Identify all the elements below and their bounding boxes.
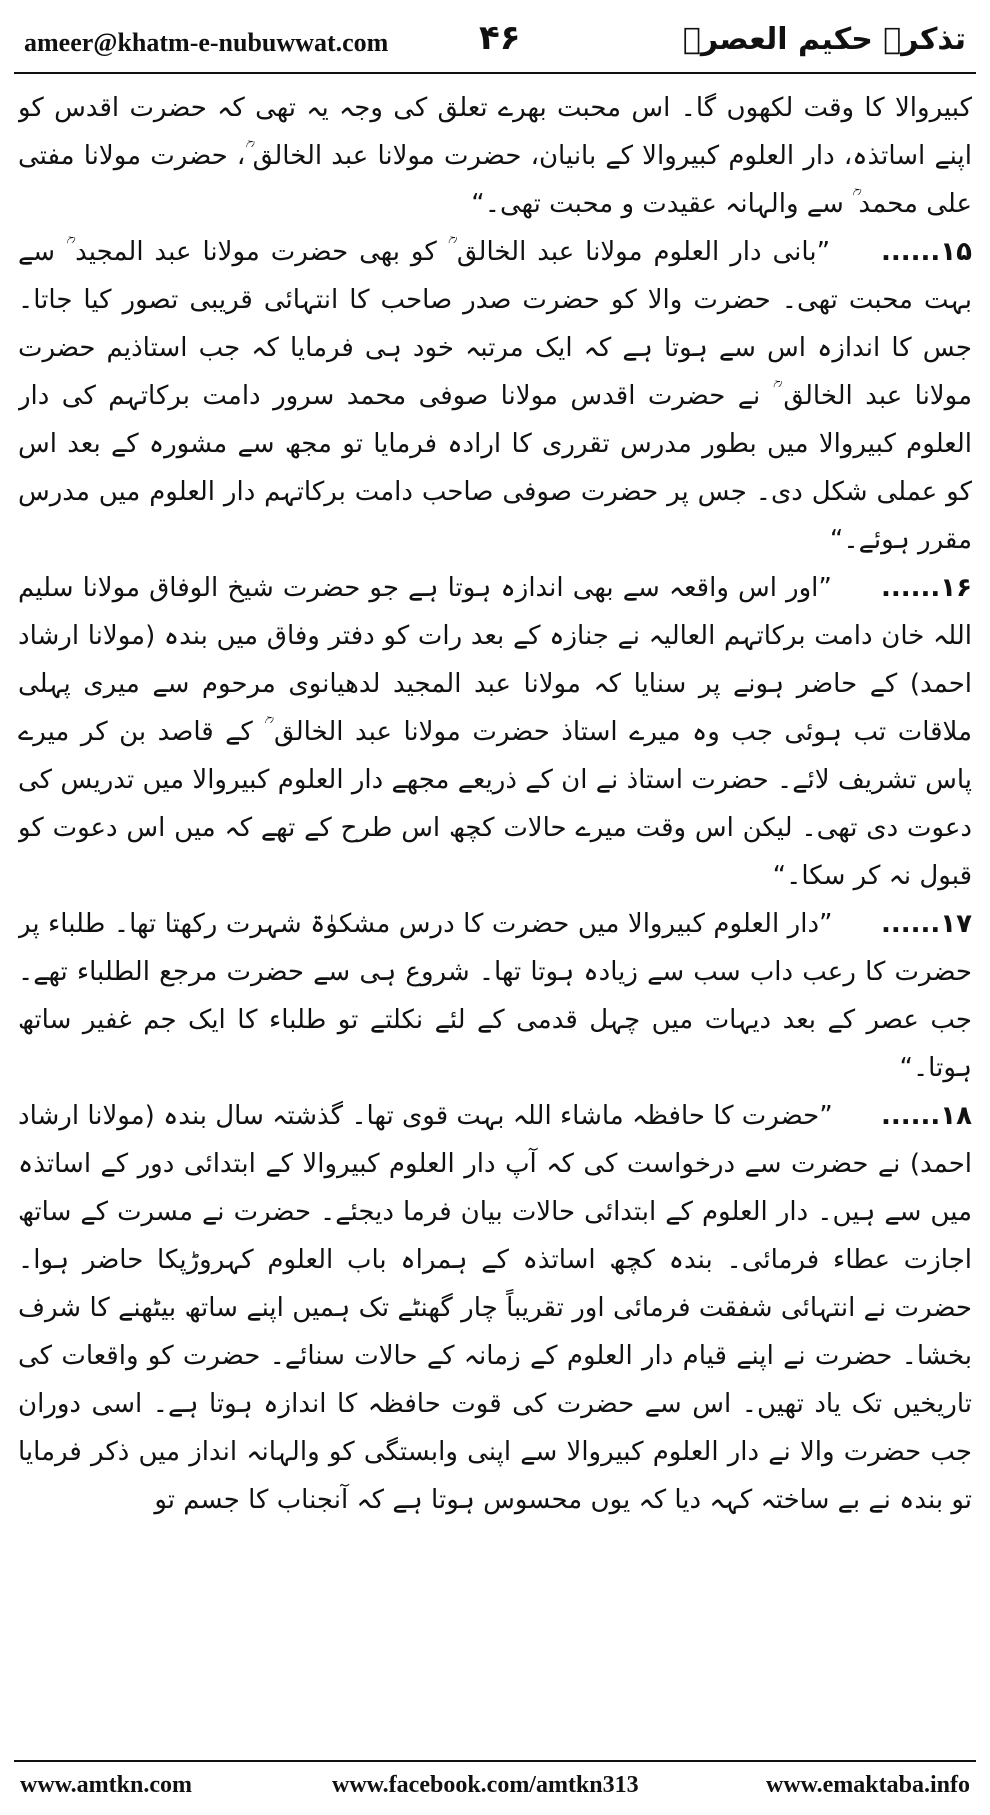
footer-divider (14, 1760, 976, 1762)
paragraph (18, 564, 972, 900)
paragraph-text: ”دار العلوم کبیروالا میں حضرت کا درس مشکوٰۃ شہرت رکھتا تھا۔ طلباء پر حضرت کا رعب داب سب سے زیادہ ہوتا تھا۔ شروع ہی سے حضرت مرجع الطلباء تھے۔ جب عصر کے بعد دیہات میں چہل قدمی کے لئے نکلتے تو طلباء کا ایک جم غفیر ساتھ ہوتا۔“ (18, 909, 972, 1083)
page-number: ۴۶ (479, 18, 521, 58)
paragraph-number: ۱۵...... (880, 237, 972, 267)
paragraph-text: ”بانی دار العلوم مولانا عبد الخالق ؒ کو بھی حضرت مولانا عبد المجید ؒ سے بہت محبت تھی۔ حضرت والا کو حضرت صدر صاحب کا انتہائی قریبی تصور کیا جاتا۔ جس کا اندازہ اس سے ہوتا ہے کہ ایک مرتبہ خود ہی فرمایا کہ جب استاذیم حضرت مولانا عبد الخالق ؒ نے حضرت اقدس مولانا صوفی محمد سرور دامت برکاتہم کی دار العلوم کبیروالا میں بطور مدرس تقرری کا ارادہ فرمایا تو مجھ سے مشورہ کے بعد اس کو عملی شکل دی۔ جس پر حضرت صوفی صاحب دامت برکاتہم دار العلوم میں مدرس مقرر ہوئے۔“ (18, 237, 972, 555)
footer-link-amtkn[interactable]: www.amtkn.com (20, 1772, 192, 1798)
paragraph-number: ۱۶...... (881, 573, 972, 603)
paragraph-number: ۱۸...... (880, 1101, 972, 1131)
paragraph (18, 228, 972, 564)
paragraph-number: ۱۷...... (880, 909, 972, 939)
paragraph (18, 900, 972, 1092)
footer-link-facebook[interactable]: www.facebook.com/amtkn313 (332, 1772, 639, 1798)
paragraph (18, 1092, 972, 1524)
paragraph-text: ”اور اس واقعہ سے بھی اندازہ ہوتا ہے جو حضرت شیخ الوفاق مولانا سلیم اللہ خان دامت برکاتہم العالیہ نے جنازہ کے بعد رات کو دفتر وفاق میں بندہ (مولانا ارشاد احمد) کے حاضر ہونے پر سنایا کہ مولانا عبد المجید لدھیانوی مرحوم سے میری پہلی ملاقات تب ہوئی جب وہ میرے استاذ حضرت مولانا عبد الخالق ؒ کے قاصد بن کر میرے پاس تشریف لائے۔ حضرت استاذ نے ان کے ذریعے مجھے دار العلوم کبیروالا میں تدریس کی دعوت دی تھی۔ لیکن اس وقت میرے حالات کچھ اس طرح کے تھے کہ میں اس دعوت کو قبول نہ کر سکا۔“ (18, 573, 972, 891)
paragraph-text: ”حضرت کا حافظہ ماشاء اللہ بہت قوی تھا۔ گذشتہ سال بندہ (مولانا ارشاد احمد) نے حضرت سے درخواست کی کہ آپ دار العلوم کبیروالا کے ابتدائی دور کے اساتذہ میں سے ہیں۔ دار العلوم کے ابتدائی حالات بیان فرما دیجئے۔ حضرت نے مسرت کے ساتھ اجازت عطاء فرمائی۔ بندہ کچھ اساتذہ کے ہمراہ باب العلوم کہروڑپکا حاضر ہوا۔ حضرت نے انتہائی شفقت فرمائی اور تقریباً چار گھنٹے تک ہمیں اپنے ساتھ بیٹھنے کا شرف بخشا۔ حضرت نے اپنے قیام دار العلوم کے زمانہ کے حالات سنائے۔ حضرت کو واقعات کی تاریخیں تک یاد تھیں۔ اس سے حضرت کی قوت حافظہ کا اندازہ ہوتا ہے۔ اسی دوران جب حضرت والا نے دار العلوم کبیروالا سے اپنی وابستگی کو والہانہ انداز میں ذکر فرمایا تو بندہ نے بے ساختہ کہہ دیا کہ یوں محسوس ہوتا ہے کہ آنجناب کا جسم تو (18, 1101, 972, 1515)
page-body (18, 84, 972, 1754)
page-footer (14, 1772, 976, 1806)
header-email: ameer@khatm-e-nubuwwat.com (24, 28, 389, 57)
paragraph (18, 84, 972, 228)
book-title: تذکرہ حکیم العصرؒ (682, 22, 966, 57)
header-divider (14, 72, 976, 74)
page-header (14, 14, 976, 70)
footer-link-emaktaba[interactable]: www.emaktaba.info (765, 1772, 970, 1798)
paragraph-text: کبیروالا کا وقت لکھوں گا۔ اس محبت بھرے تعلق کی وجہ یہ تھی کہ حضرت اقدس کو اپنے اساتذہ، دار العلوم کبیروالا کے بانیان، حضرت مولانا عبد الخالق ؒ، حضرت مولانا مفتی علی محمد ؒ سے والہانہ عقیدت و محبت تھی۔“ (18, 93, 972, 219)
